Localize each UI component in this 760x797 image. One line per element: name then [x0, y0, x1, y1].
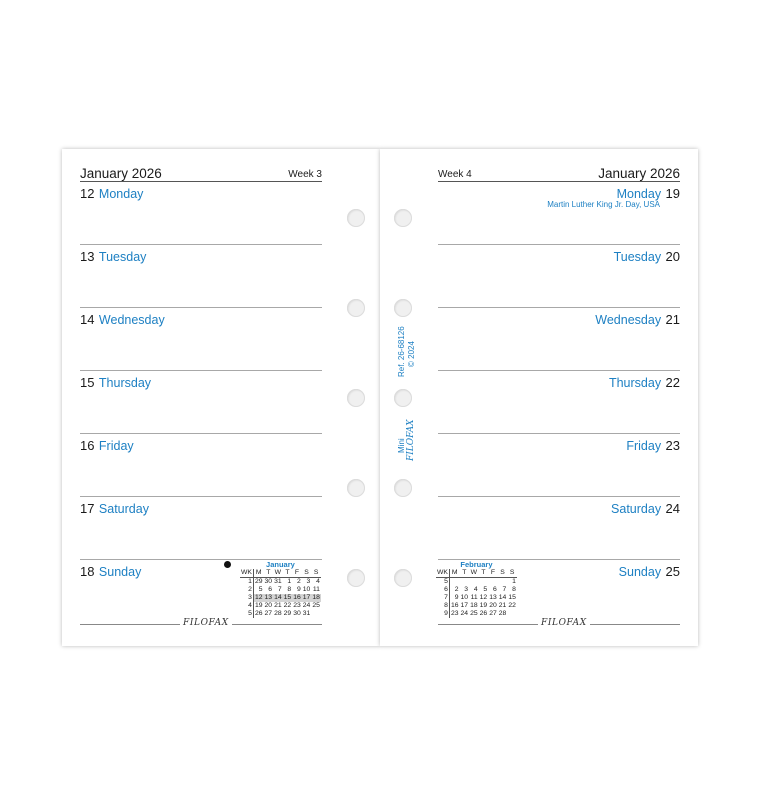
day-number: 15 — [80, 375, 95, 390]
mini-calendar-date: 15 — [508, 594, 516, 601]
mini-calendar-date: 30 — [293, 610, 301, 617]
mini-calendar-date: 19 — [254, 602, 263, 609]
mini-calendar-week-number: 5 — [436, 578, 449, 587]
mini-calendar-date: 20 — [489, 602, 497, 609]
day-number: 20 — [665, 249, 680, 264]
mini-calendar-date — [488, 578, 498, 587]
mini-calendar-date: 30 — [264, 578, 273, 585]
mini-calendar-date: 29 — [254, 578, 263, 585]
mini-calendar-date: 3 — [306, 578, 311, 585]
mini-calendar-date: 7 — [502, 586, 507, 593]
day-block-tuesday[interactable] — [614, 248, 680, 311]
mini-calendar-date: 5 — [483, 586, 488, 593]
mini-calendar-date: 7 — [277, 586, 282, 593]
mini-calendar-date: 2 — [454, 586, 459, 593]
mini-calendar-week-row — [436, 594, 517, 602]
mini-calendar-date: 31 — [274, 578, 282, 585]
mini-calendar-date: 28 — [274, 610, 282, 617]
day-divider — [80, 307, 322, 308]
mini-calendar-date: 24 — [460, 610, 469, 617]
mini-calendar-date — [449, 578, 459, 587]
mini-calendar-week-number: 1 — [240, 578, 253, 587]
mini-calendar-header: F — [292, 569, 302, 578]
day-block-monday[interactable] — [617, 185, 680, 248]
mini-calendar-week-number: 8 — [436, 602, 449, 610]
week-marker-dot — [224, 561, 231, 568]
mini-calendar-date: 31 — [302, 610, 311, 617]
day-name: Wednesday — [595, 313, 662, 327]
mini-calendar-header: S — [498, 569, 508, 578]
day-name: Monday — [98, 187, 144, 201]
mini-calendar-date: 12 — [254, 594, 263, 601]
day-divider — [438, 433, 680, 434]
binder-hole — [347, 299, 365, 317]
mini-calendar-week-number: 4 — [240, 602, 253, 610]
filofax-logo: FILOFAX — [180, 618, 232, 628]
mini-calendar-date: 13 — [489, 594, 497, 601]
binder-hole — [347, 479, 365, 497]
day-name: Tuesday — [613, 250, 662, 264]
mini-calendar-header: W — [470, 569, 478, 576]
mini-calendar-date — [479, 578, 489, 587]
binder-hole — [394, 209, 412, 227]
mini-calendar-date: 1 — [287, 578, 292, 585]
mini-calendar-date — [507, 610, 517, 618]
mini-calendar-january — [240, 560, 321, 618]
mini-calendar-week-row — [240, 610, 321, 618]
mini-calendar-week-number: 9 — [436, 610, 449, 618]
header-rule — [438, 181, 680, 182]
binder-hole — [394, 389, 412, 407]
day-divider — [438, 370, 680, 371]
mini-calendar-date: 19 — [479, 602, 488, 609]
mini-calendar-date: 1 — [512, 578, 516, 585]
day-number: 24 — [665, 501, 680, 516]
mini-calendar-header: M — [253, 569, 263, 578]
binder-hole — [347, 569, 365, 587]
mini-calendar-date: 8 — [512, 586, 516, 593]
mini-calendar-date: 21 — [498, 602, 507, 609]
mini-calendar-week-number: 6 — [436, 586, 449, 594]
mini-calendar-date: 16 — [293, 594, 301, 601]
mini-calendar-date: 23 — [293, 602, 301, 609]
mini-calendar-date: 26 — [479, 610, 488, 617]
mini-calendar-header: WK — [241, 569, 252, 576]
mini-calendar-header: T — [479, 569, 489, 578]
day-name: Friday — [98, 439, 134, 453]
day-number: 21 — [665, 312, 680, 327]
mini-calendar-date — [469, 578, 479, 587]
mini-calendar-week-number: 7 — [436, 594, 449, 602]
day-block-monday[interactable] — [80, 185, 143, 248]
day-number: 22 — [665, 375, 680, 390]
mini-calendar-title: February — [460, 560, 493, 569]
mini-calendar-date: 6 — [492, 586, 497, 593]
mini-calendar-week-row — [436, 578, 517, 587]
mini-calendar-date: 8 — [287, 586, 292, 593]
mini-calendar-date: 9 — [454, 594, 459, 601]
day-name: Thursday — [608, 376, 662, 390]
day-name: Monday — [616, 187, 662, 201]
mini-calendar-date: 3 — [464, 586, 469, 593]
left-diary-page — [62, 149, 380, 646]
mini-calendar-date: 15 — [283, 594, 292, 601]
mini-calendar-date: 23 — [450, 610, 459, 617]
mini-calendar-week-row — [240, 586, 321, 594]
mini-calendar-date: 14 — [498, 594, 507, 601]
mini-calendar-header: T — [283, 569, 293, 578]
day-block-sunday[interactable] — [80, 563, 141, 626]
mini-calendar-date: 5 — [258, 586, 263, 593]
mini-calendar-date: 22 — [283, 602, 292, 609]
mini-calendar-date: 26 — [254, 610, 263, 617]
mini-calendar-week-row — [436, 610, 517, 618]
mini-calendar-week-row — [436, 586, 517, 594]
mini-calendar-date: 2 — [296, 578, 301, 585]
mini-calendar-header: S — [507, 569, 517, 578]
mini-calendar-date — [498, 578, 508, 587]
mini-calendar-date: 11 — [470, 594, 478, 601]
mini-calendar-date: 4 — [473, 586, 478, 593]
day-number: 18 — [80, 564, 95, 579]
mini-calendar-week-row — [240, 602, 321, 610]
binder-hole — [394, 299, 412, 317]
mini-calendar-header: S — [302, 569, 312, 578]
mini-calendar-date: 11 — [312, 586, 320, 593]
day-divider — [80, 244, 322, 245]
month-title: January 2026 — [80, 166, 162, 181]
mini-calendar-date: 16 — [450, 602, 459, 609]
header-rule — [80, 181, 322, 182]
mini-calendar-date: 9 — [296, 586, 301, 593]
mini-calendar-date: 20 — [264, 602, 273, 609]
day-number: 12 — [80, 186, 95, 201]
day-name: Wednesday — [98, 313, 165, 327]
mini-calendar-date: 29 — [283, 610, 292, 617]
mini-calendar-date — [460, 578, 470, 587]
mini-calendar-header: W — [274, 569, 282, 576]
holiday-label: Martin Luther King Jr. Day, USA — [547, 200, 660, 209]
day-name: Sunday — [618, 565, 662, 579]
mini-calendar-date — [311, 610, 321, 618]
day-block-wednesday[interactable] — [595, 311, 680, 374]
mini-calendar-week-row — [436, 602, 517, 610]
binder-hole — [394, 569, 412, 587]
mini-calendar-header: S — [311, 569, 321, 578]
day-divider — [80, 496, 322, 497]
binder-hole — [394, 479, 412, 497]
mini-calendar-date: 27 — [489, 610, 497, 617]
filofax-logo: FILOFAX — [538, 618, 590, 628]
mini-calendar-header: T — [460, 569, 470, 578]
mini-calendar-date: 25 — [312, 602, 320, 609]
mini-calendar-february — [436, 560, 517, 618]
mini-calendar-header: F — [488, 569, 498, 578]
day-divider — [438, 496, 680, 497]
mini-calendar-date: 24 — [302, 602, 311, 609]
mini-calendar-date: 17 — [302, 594, 311, 601]
mini-calendar-date: 28 — [498, 610, 507, 617]
day-block-saturday[interactable] — [80, 500, 149, 563]
day-name: Sunday — [98, 565, 142, 579]
day-number: 16 — [80, 438, 95, 453]
month-title: January 2026 — [598, 166, 680, 181]
week-label: Week 3 — [288, 169, 322, 180]
mini-calendar-date: 13 — [264, 594, 273, 601]
mini-calendar-date: 12 — [479, 594, 488, 601]
mini-calendar-week-row — [240, 594, 321, 602]
mini-calendar-date: 18 — [470, 602, 478, 609]
day-block-friday[interactable] — [626, 437, 680, 500]
mini-calendar-date: 4 — [316, 578, 320, 585]
mini-calendar-grid — [240, 569, 321, 618]
mini-calendar-date: 21 — [274, 602, 282, 609]
mini-calendar-week-row — [240, 578, 321, 587]
mini-calendar-date: 10 — [302, 586, 311, 593]
mini-calendar-date: 17 — [460, 602, 469, 609]
mini-calendar-header: WK — [437, 569, 448, 576]
copyright-year: © 2024 — [407, 341, 416, 367]
size-label: Mini — [397, 438, 406, 453]
mini-calendar-date: 22 — [508, 602, 516, 609]
day-name: Saturday — [611, 502, 662, 516]
day-number: 23 — [665, 438, 680, 453]
day-block-sunday[interactable] — [619, 563, 680, 626]
day-divider — [80, 433, 322, 434]
day-divider — [438, 244, 680, 245]
day-name: Friday — [626, 439, 662, 453]
day-divider — [438, 307, 680, 308]
mini-calendar-grid — [436, 569, 517, 618]
mini-calendar-date: 6 — [268, 586, 273, 593]
mini-calendar-date: 10 — [460, 594, 469, 601]
week-label: Week 4 — [438, 169, 472, 180]
day-block-tuesday[interactable] — [80, 248, 146, 311]
day-divider — [80, 370, 322, 371]
day-block-friday[interactable] — [80, 437, 134, 500]
mini-calendar-date: 14 — [274, 594, 282, 601]
mini-calendar-header: M — [449, 569, 459, 578]
mini-calendar-date: 27 — [264, 610, 273, 617]
mini-calendar-date: 25 — [470, 610, 478, 617]
mini-calendar-header: T — [264, 569, 274, 578]
day-number: 25 — [665, 564, 680, 579]
day-block-thursday[interactable] — [609, 374, 680, 437]
day-block-thursday[interactable] — [80, 374, 151, 437]
mini-calendar-week-number: 5 — [240, 610, 253, 618]
day-number: 19 — [665, 186, 680, 201]
binder-hole — [347, 389, 365, 407]
right-diary-page — [380, 149, 698, 646]
day-block-wednesday[interactable] — [80, 311, 165, 374]
day-number: 14 — [80, 312, 95, 327]
day-name: Thursday — [98, 376, 152, 390]
day-number: 13 — [80, 249, 95, 264]
binder-hole — [347, 209, 365, 227]
mini-calendar-week-number: 2 — [240, 586, 253, 594]
day-name: Saturday — [98, 502, 149, 516]
reference-number: Ref. 26-68126 — [397, 326, 406, 377]
mini-calendar-title: January — [266, 560, 295, 569]
filofax-vertical-logo: FILOFAX — [406, 419, 416, 461]
day-name: Tuesday — [98, 250, 147, 264]
mini-calendar-week-number: 3 — [240, 594, 253, 602]
day-block-saturday[interactable] — [611, 500, 680, 563]
day-number: 17 — [80, 501, 95, 516]
mini-calendar-date: 18 — [312, 594, 320, 601]
